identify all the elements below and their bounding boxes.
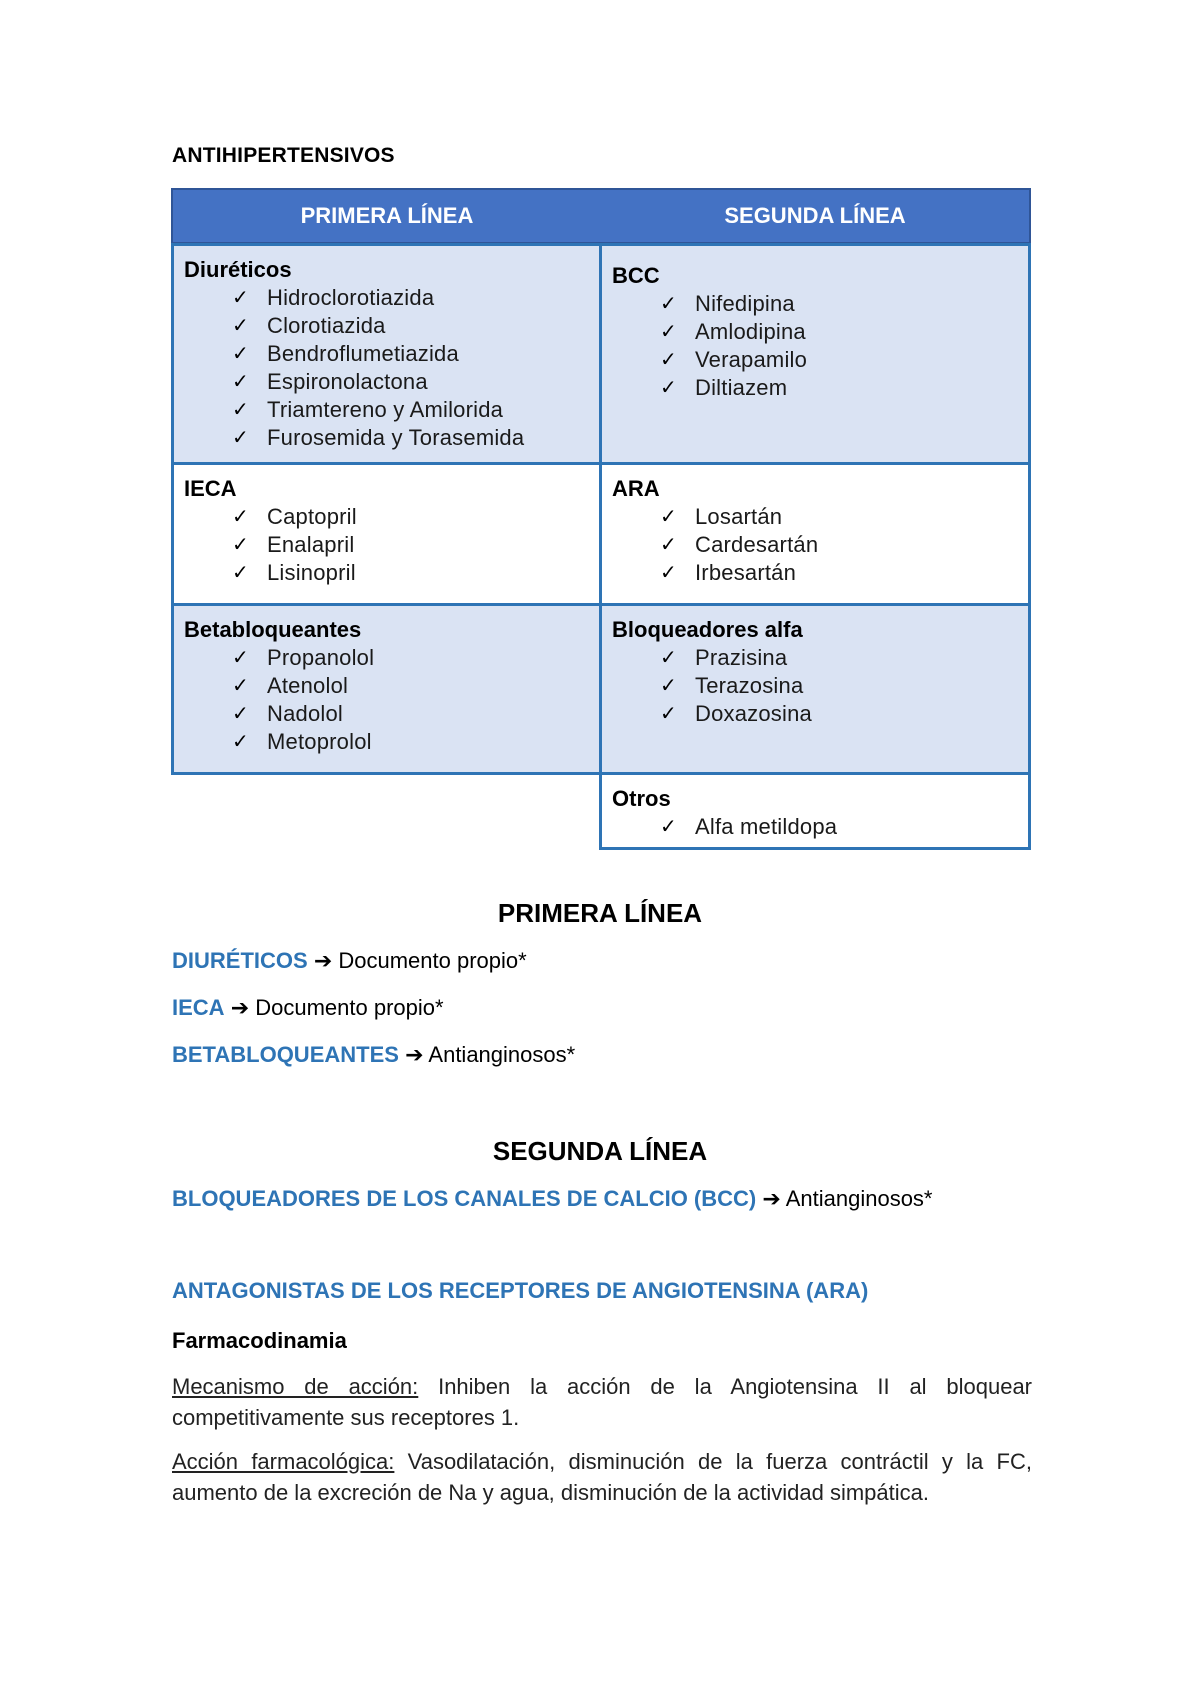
arrow-right-icon: ➔	[762, 1186, 781, 1211]
list-item: ✓ Losartán	[660, 504, 783, 529]
ref-line-betabloqueantes	[172, 1042, 575, 1068]
cell-betabloqueantes	[171, 603, 602, 775]
check-icon: ✓	[232, 703, 249, 725]
cell-title: ARA	[612, 476, 660, 501]
list-item: ✓ Diltiazem	[660, 375, 788, 400]
list-item: ✓ Cardesartán	[660, 532, 819, 557]
check-icon: ✓	[660, 703, 677, 725]
section-heading-segunda: SEGUNDA LÍNEA	[492, 1136, 708, 1166]
cell-ara	[599, 462, 1031, 606]
subsection-heading-ara: ANTAGONISTAS DE LOS RECEPTORES DE ANGIOTENSINA (ARA)	[172, 1278, 869, 1303]
paragraph-accion	[172, 1446, 1032, 1508]
cell-title: Betabloqueantes	[184, 617, 362, 642]
check-icon: ✓	[232, 315, 249, 337]
table-header-row	[171, 188, 1031, 244]
list-item: ✓ Alfa metildopa	[660, 814, 838, 839]
ref-label: BETABLOQUEANTES	[172, 1042, 399, 1067]
check-icon: ✓	[232, 287, 249, 309]
list-item: ✓ Triamtereno y Amilorida	[232, 397, 504, 422]
paragraph-text: Inhiben la acción de la Angiotensina II al bloquear competitivamente sus receptores 1.	[172, 1374, 1032, 1430]
list-item: ✓ Nadolol	[232, 701, 344, 726]
list-item: ✓ Enalapril	[232, 532, 355, 557]
check-icon: ✓	[660, 321, 677, 343]
list-item: ✓ Atenolol	[232, 673, 349, 698]
check-icon: ✓	[232, 427, 249, 449]
list-item: ✓ Metoprolol	[232, 729, 372, 754]
check-icon: ✓	[660, 506, 677, 528]
list-item: ✓ Captopril	[232, 504, 357, 529]
ref-line-bcc	[172, 1186, 933, 1212]
list-item: ✓ Terazosina	[660, 673, 804, 698]
check-icon: ✓	[660, 349, 677, 371]
check-icon: ✓	[660, 647, 677, 669]
check-icon: ✓	[232, 675, 249, 697]
arrow-right-icon: ➔	[230, 995, 250, 1020]
cell-bcc	[599, 243, 1031, 465]
check-icon: ✓	[232, 343, 249, 365]
check-icon: ✓	[660, 534, 677, 556]
list-item: ✓ Doxazosina	[660, 701, 812, 726]
list-item: ✓ Irbesartán	[660, 560, 797, 585]
list-item: ✓ Clorotiazida	[232, 313, 386, 338]
check-icon: ✓	[232, 399, 249, 421]
cell-ieca	[171, 462, 602, 606]
section-heading-primera: PRIMERA LÍNEA	[497, 898, 703, 928]
header-segunda-linea: SEGUNDA LÍNEA	[724, 203, 906, 228]
check-icon: ✓	[232, 506, 249, 528]
farmacodinamia-heading: Farmacodinamia	[172, 1328, 347, 1353]
cell-diureticos	[171, 243, 602, 465]
check-icon: ✓	[660, 377, 677, 399]
cell-title: IECA	[184, 476, 237, 501]
list-item: ✓ Bendroflumetiazida	[232, 341, 459, 366]
check-icon: ✓	[660, 562, 677, 584]
ref-line-diureticos	[172, 948, 527, 974]
ref-target: Antianginosos*	[785, 1186, 933, 1211]
document-title: ANTIHIPERTENSIVOS	[172, 144, 395, 167]
cell-title: Diuréticos	[184, 257, 292, 282]
check-icon: ✓	[232, 371, 249, 393]
paragraph-text: Vasodilatación, disminución de la fuerza contráctil y la FC, aumento de la excreción de Na y agua, disminución de la actividad simpática.	[172, 1449, 1032, 1505]
check-icon: ✓	[232, 534, 249, 556]
ref-line-ieca	[172, 995, 444, 1021]
paragraph-label: Mecanismo de acción:	[172, 1374, 419, 1399]
list-item: ✓ Lisinopril	[232, 560, 356, 585]
list-item: ✓ Furosemida y Torasemida	[232, 425, 525, 450]
check-icon: ✓	[660, 816, 677, 838]
list-item: ✓ Propanolol	[232, 645, 375, 670]
arrow-right-icon: ➔	[405, 1042, 424, 1067]
ref-target: Documento propio*	[338, 948, 527, 973]
cell-title: Bloqueadores alfa	[612, 617, 803, 642]
ref-label: IECA	[172, 995, 225, 1020]
check-icon: ✓	[232, 731, 249, 753]
cell-title: BCC	[612, 263, 660, 288]
cell-otros	[599, 772, 1031, 850]
cell-bloqueadores-alfa	[599, 603, 1031, 775]
ref-target: Antianginosos*	[428, 1042, 576, 1067]
ref-label: DIURÉTICOS	[172, 948, 308, 973]
list-item: ✓ Verapamilo	[660, 347, 808, 372]
check-icon: ✓	[232, 562, 249, 584]
check-icon: ✓	[660, 675, 677, 697]
arrow-right-icon: ➔	[313, 948, 333, 973]
list-item: ✓ Prazisina	[660, 645, 788, 670]
ref-target: Documento propio*	[255, 995, 444, 1020]
paragraph-mecanismo	[172, 1371, 1032, 1433]
paragraph-label: Acción farmacológica:	[172, 1449, 395, 1474]
ref-label: BLOQUEADORES DE LOS CANALES DE CALCIO (BCC)	[172, 1186, 757, 1211]
cell-title: Otros	[612, 786, 671, 811]
list-item: ✓ Nifedipina	[660, 291, 795, 316]
check-icon: ✓	[660, 293, 677, 315]
list-item: ✓ Hidroclorotiazida	[232, 285, 435, 310]
check-icon: ✓	[232, 647, 249, 669]
list-item: ✓ Espironolactona	[232, 369, 428, 394]
header-primera-linea: PRIMERA LÍNEA	[300, 203, 474, 228]
list-item: ✓ Amlodipina	[660, 319, 806, 344]
